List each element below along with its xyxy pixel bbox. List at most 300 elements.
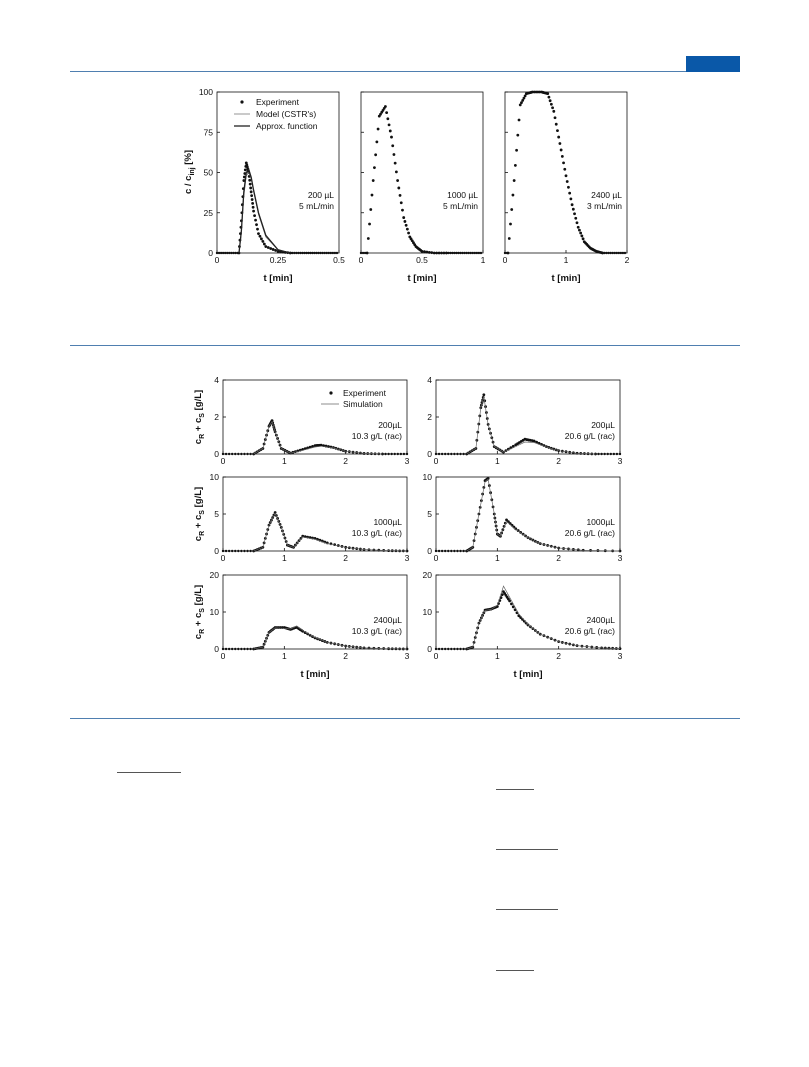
panel-annotation: 10.3 g/L (rac) [351,626,402,636]
data-point [579,232,582,235]
data-point [438,453,440,455]
data-point [569,198,572,201]
data-point [403,453,405,455]
fig1-legend [234,97,318,131]
data-point [440,252,443,255]
x-axis-label: t [min] [300,669,330,680]
data-point [374,153,377,156]
data-point [554,116,557,119]
x-tick-label: 2 [343,456,349,466]
data-point [373,166,376,169]
data-point [249,187,252,190]
x-tick-label: 2 [343,553,349,563]
data-point [240,453,242,455]
chart-panel-6 [210,472,410,563]
y-tick-label: 10 [422,472,432,482]
data-point [428,251,431,254]
data-point [222,648,224,650]
data-point [548,96,551,99]
data-point [453,648,455,650]
data-point [249,550,251,552]
data-point [566,180,569,183]
y-tick-label: 50 [203,167,213,178]
plot-frame [436,380,620,454]
data-point [510,208,513,211]
y-tick-label: 0 [214,449,219,459]
data-point [435,550,437,552]
data-point [243,550,245,552]
data-point [435,648,437,650]
series-simulation-line [467,397,596,454]
data-point [565,174,568,177]
data-point [400,453,402,455]
data-point [393,153,396,156]
data-point [252,210,255,213]
data-point [438,550,440,552]
panel-annotation: 10.3 g/L (rac) [351,431,402,441]
data-point [231,453,233,455]
data-point [552,110,555,113]
data-point [571,203,574,206]
x-tick-label: 0.5 [416,255,428,265]
data-point [367,237,370,240]
data-point [250,190,253,193]
panel-annotation: 5 mL/min [299,201,334,211]
data-point [254,219,257,222]
data-point [388,123,391,126]
data-point [555,123,558,126]
data-point [444,648,446,650]
data-point [369,208,372,211]
data-point [580,235,583,238]
y-tick-label: 4 [214,375,219,385]
plot-frame [505,92,627,253]
x-tick-label: 0 [502,255,508,265]
data-point [237,550,239,552]
data-point [435,252,438,255]
data-point [225,550,227,552]
data-point [260,237,263,240]
svg-text:cR + cS [g/L]: $c_R + c_S$ [g/L] [193,486,206,542]
data-point [385,111,388,114]
x-tick-label: 3 [404,456,410,466]
data-point [225,648,227,650]
data-point [447,453,449,455]
data-point [406,228,409,231]
data-point [546,92,549,95]
data-point [441,550,443,552]
data-point [441,648,443,650]
y-tick-label: 0 [427,546,432,556]
series-experiment [360,105,482,254]
panel-annotation: 20.6 g/L (rac) [564,626,615,636]
data-point [480,252,482,254]
data-point [508,600,511,603]
data-point [435,453,437,455]
data-point [515,149,518,152]
data-point [616,453,618,455]
fig2-y-axis-label [193,487,206,541]
data-point [407,232,410,235]
data-point [509,223,512,226]
series-experiment [435,477,622,552]
y-tick-label: 0 [214,644,219,654]
data-point [450,550,452,552]
data-point [613,453,615,455]
data-point [371,194,374,197]
data-point [243,648,245,650]
data-point [557,136,560,139]
data-point [244,169,247,172]
data-point [243,453,245,455]
data-point [576,221,579,224]
data-point [456,550,458,552]
panel-annotation: 200 µL [307,190,334,200]
data-point [459,453,461,455]
panel-annotation: 1000µL [586,517,615,527]
x-tick-label: 3 [617,651,623,661]
data-point [384,105,387,108]
x-tick-label: 3 [404,553,410,563]
data-point [256,228,259,231]
data-point [441,453,443,455]
data-point [574,217,577,220]
data-point [459,550,461,552]
data-point [251,202,254,205]
y-tick-label: 20 [209,570,219,580]
x-tick-label: 0.25 [269,255,287,265]
data-point [462,453,464,455]
data-point [600,453,602,455]
data-point [394,162,397,165]
data-point [582,237,585,240]
panel-annotation: 3 mL/min [587,201,622,211]
legend-entry: Model (CSTR's) [256,109,317,119]
y-tick-label: 2 [214,412,219,422]
x-axis-label: t [min] [513,669,543,680]
y-tick-label: 25 [203,207,213,218]
data-point [578,229,581,232]
data-point [237,648,239,650]
series-experiment [504,91,626,255]
y-tick-label: 0 [427,644,432,654]
data-point [387,453,389,455]
x-tick-label: 1 [281,651,287,661]
data-point [573,212,576,215]
data-point [368,223,371,226]
data-point [222,550,224,552]
data-point [516,134,519,137]
data-point [462,648,464,650]
panel-annotation: 2400µL [586,615,615,625]
panel-annotation: 200µL [591,420,615,430]
data-point [404,220,407,223]
data-point [257,232,260,235]
data-point [453,453,455,455]
svg-text:cR + cS [g/L]: $c_R + c_S$ [g/L] [193,389,206,445]
data-point [249,648,251,650]
data-point [264,245,267,248]
data-point [272,248,275,251]
x-tick-label: 2 [343,651,349,661]
y-tick-label: 0 [214,546,219,556]
fig2-y-axis-label [193,390,206,444]
data-point [549,99,552,102]
data-point [438,252,441,255]
data-point [444,453,446,455]
data-point [228,453,230,455]
data-point [561,155,564,158]
data-point [263,243,266,246]
chart-panel-7 [423,472,623,563]
data-point [563,168,566,171]
panel-annotation: 1000µL [373,517,402,527]
x-tick-label: 2 [556,456,562,466]
x-tick-label: 1 [563,255,569,265]
data-point [246,648,248,650]
data-point [597,453,599,455]
data-point [447,648,449,650]
y-tick-label: 5 [214,509,219,519]
x-tick-label: 0 [433,456,439,466]
y-tick-label: 10 [422,607,432,617]
plot-frame [436,477,620,551]
fig2-y-axis-label [193,585,206,639]
data-point [222,453,224,455]
data-point [246,453,248,455]
panel-annotation: 20.6 g/L (rac) [564,528,615,538]
data-point [386,117,389,120]
data-point [559,142,562,145]
data-point [447,550,449,552]
data-point [267,246,270,249]
data-point [456,648,458,650]
x-tick-label: 1 [494,456,500,466]
data-point [459,648,461,650]
data-point [562,161,565,164]
data-point [572,208,575,211]
data-point [250,194,253,197]
data-point [249,453,251,455]
x-tick-label: 2 [624,255,630,265]
x-axis-label: t [min] [407,273,437,284]
panel-annotation: 2400 µL [591,190,622,200]
chart-panel-9 [423,570,623,680]
data-point [234,648,236,650]
y-tick-label: 20 [422,570,432,580]
data-point [372,179,375,182]
legend-entry: Simulation [343,399,383,409]
panel-annotation: 10.3 g/L (rac) [351,528,402,538]
data-point [577,226,580,229]
x-tick-label: 1 [494,553,500,563]
data-point [395,170,398,173]
data-point [389,130,392,133]
data-point [402,216,405,219]
data-point [336,252,338,254]
data-point [249,183,252,186]
series-approx-function-line [239,169,290,253]
data-point [240,550,242,552]
x-axis-label: t [min] [263,273,293,284]
data-point [433,252,436,255]
data-point [421,250,424,253]
data-point [603,453,605,455]
x-tick-label: 2 [556,553,562,563]
data-point [375,141,378,144]
data-point [551,106,554,109]
chart-panel-2 [359,92,486,284]
chart-panel-5 [427,375,622,466]
data-point [274,249,277,252]
data-point [240,648,242,650]
fig2-legend [321,388,387,409]
data-point [246,550,248,552]
data-point [236,252,238,254]
data-point [443,252,446,255]
data-point [397,453,399,455]
panel-annotation: 200µL [378,420,402,430]
legend-marker-dot [240,100,243,103]
data-point [259,235,262,238]
data-point [610,453,612,455]
x-axis-label: t [min] [551,273,581,284]
fig1-y-axis-label [183,150,196,194]
data-point [237,453,239,455]
svg-text:c / cinj [%]: c / $c_{inj}$ [%] [183,149,196,195]
panel-annotation: 5 mL/min [443,201,478,211]
legend-entry: Approx. function [256,121,318,131]
data-point [430,251,433,254]
data-point [456,453,458,455]
data-point [423,250,426,253]
y-tick-label: 10 [209,472,219,482]
data-point [568,192,571,195]
x-tick-label: 0 [214,255,220,265]
x-tick-label: 3 [404,651,410,661]
data-point [567,186,570,189]
panel-annotation: 2400µL [373,615,402,625]
data-point [228,550,230,552]
x-tick-label: 0.5 [333,255,345,265]
x-tick-label: 0 [220,553,226,563]
x-tick-label: 0 [358,255,364,265]
data-point [518,119,521,122]
data-point [394,453,396,455]
x-tick-label: 2 [556,651,562,661]
data-point [384,453,386,455]
data-point [252,206,255,209]
data-point [391,144,394,147]
y-tick-label: 75 [203,127,213,138]
data-point [506,252,508,254]
data-point [405,224,408,227]
data-point [556,129,559,132]
data-point [390,453,392,455]
data-point [390,136,393,139]
x-tick-label: 1 [494,651,500,661]
data-point [228,648,230,650]
legend-entry: Experiment [256,97,299,107]
y-tick-label: 4 [427,375,432,385]
panel-annotation: 1000 µL [447,190,478,200]
data-point [234,453,236,455]
data-point [513,179,516,182]
panel-annotation: 20.6 g/L (rac) [564,431,615,441]
x-tick-label: 0 [433,553,439,563]
data-point [450,453,452,455]
data-point [253,214,256,217]
y-tick-label: 2 [427,412,432,422]
data-point [550,103,553,106]
data-point [397,187,400,190]
data-point [399,194,402,197]
data-point [234,550,236,552]
data-point [512,194,515,197]
y-tick-label: 100 [198,87,213,97]
data-point [624,252,626,254]
series-simulation-line [467,479,620,551]
data-point [406,453,408,455]
data-point [514,164,517,167]
x-tick-label: 1 [480,255,486,265]
data-point [400,201,403,204]
data-point [438,648,440,650]
data-point [560,149,563,152]
data-point [231,648,233,650]
plot-frame [223,477,407,551]
plot-frame [436,575,620,649]
data-point [450,648,452,650]
data-point [225,453,227,455]
chart-panel-3 [503,91,630,284]
data-point [482,393,485,396]
data-point [396,179,399,182]
x-tick-label: 1 [281,456,287,466]
data-point [248,179,251,182]
data-point [231,550,233,552]
x-tick-label: 3 [617,553,623,563]
data-point [619,453,621,455]
data-point [255,223,258,226]
data-point [377,128,380,131]
series-model-cstr-s-line [239,173,290,254]
svg-text:cR + cS [g/L]: $c_R + c_S$ [g/L] [193,584,206,640]
data-point [462,550,464,552]
data-point [401,209,404,212]
x-tick-label: 0 [220,456,226,466]
y-tick-label: 5 [427,509,432,519]
data-point [607,453,609,455]
data-point [251,198,254,201]
y-tick-label: 0 [427,449,432,459]
y-tick-label: 0 [208,248,213,258]
data-point [533,440,536,443]
chart-panel-8 [210,570,410,680]
x-tick-label: 3 [617,456,623,466]
x-tick-label: 1 [281,553,287,563]
x-tick-label: 0 [220,651,226,661]
y-tick-label: 10 [209,607,219,617]
x-tick-label: 0 [433,651,439,661]
data-point [453,550,455,552]
legend-marker-dot [329,391,332,394]
data-point [366,252,368,254]
data-point [425,251,428,254]
data-point [269,247,272,250]
data-point [508,237,511,240]
legend-entry: Experiment [343,388,386,398]
